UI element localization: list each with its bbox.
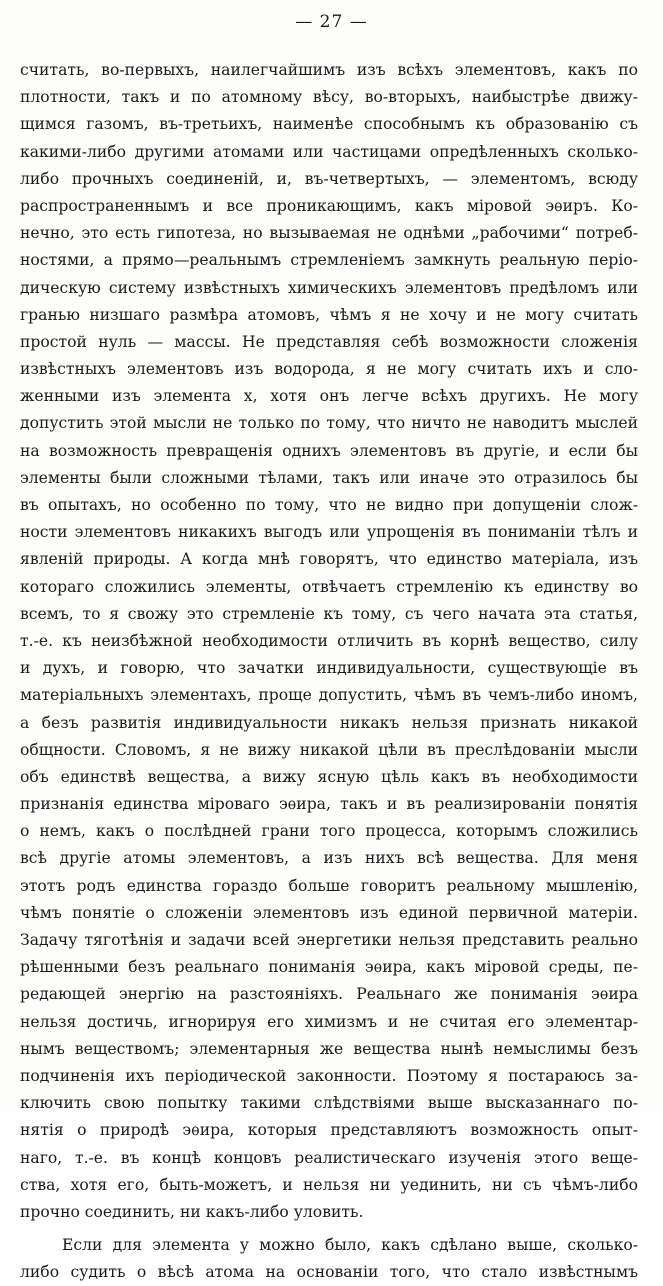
text-line: нельзя достичь, игнорируя его химизмъ и не считая его элементар- <box>20 1012 638 1031</box>
text-line: рѣшенными безъ реальнаго пониманія эѳира, какъ міровой среды, пе- <box>20 958 638 977</box>
text-line: всѣ другіе атомы элементовъ, а изъ нихъ всѣ вещества. Для меня <box>20 849 638 868</box>
text-line: о немъ, какъ о послѣдней грани того процесса, которымъ сложились <box>20 822 638 841</box>
text-line: общности. Словомъ, я не вижу никакой цѣли въ преслѣдованіи мысли <box>20 740 638 759</box>
text-line: считать, во-первыхъ, наилегчайшимъ изъ всѣхъ элементовъ, какъ по <box>20 61 638 79</box>
text-line: гранью низшаго размѣра атомовъ, чѣмъ я не хочу и не могу считать <box>20 305 638 324</box>
text-line: ностями, а прямо—реальнымъ стремленіемъ замкнуть реальную періо- <box>20 251 638 270</box>
text-line: какими-либо другими атомами или частицами опредѣленныхъ сколько- <box>20 142 638 161</box>
text-line: признанія единства міроваго эѳира, такъ и въ реализированіи понятія <box>20 795 638 814</box>
paragraph-2 <box>20 1232 638 1286</box>
text-line: подчиненія ихъ періодической законности. Поэтому я постараюсь за- <box>20 1066 638 1085</box>
body-text <box>20 57 638 1286</box>
text-line: извѣстныхъ элементовъ изъ водорода, я не могу считать ихъ и сло- <box>20 360 638 379</box>
text-line: плотности, такъ и по атомному вѣсу, во-вторыхъ, наибыстрѣе движу- <box>20 88 638 107</box>
text-line: Задачу тяготѣнія и задачи всей энергетики нельзя представить реально <box>20 931 638 949</box>
text-line: этотъ родъ единства гораздо больше говоритъ реальному мышленію, <box>20 876 638 895</box>
page-number: — 27 — <box>295 12 368 32</box>
text-line-indented: Если для элемента y можно было, какъ сдѣлано выше, сколько- <box>62 1236 638 1255</box>
text-line: котораго сложились элементы, отвѣчаетъ стремленію къ единству во <box>20 577 638 596</box>
text-line: простой нуль — массы. Не представляя себѣ возможности сложенія <box>20 332 638 351</box>
text-line: щимся газомъ, въ-третьихъ, наименѣе способнымъ къ образованію съ <box>20 115 638 134</box>
text-line: допустить этой мысли не только по тому, что ничто не наводитъ мыслей <box>20 414 638 433</box>
text-line: въ опытахъ, но особенно по тому, что не видно при допущеніи слож- <box>20 496 638 514</box>
text-line: ключить свою попытку такими слѣдствіями выше высказаннаго по- <box>20 1094 638 1113</box>
text-line: на возможность превращенія однихъ элементовъ въ другіе, и если бы <box>20 441 638 460</box>
text-line: наго, т.-е. въ концѣ концовъ реалистическаго изученія этого веще- <box>20 1148 638 1167</box>
text-line: т.-е. къ неизбѣжной необходимости отличить въ корнѣ вещество, силу <box>20 631 638 650</box>
text-line: нечно, это есть гипотеза, но вызываемая не однѣми „рабочими“ потреб- <box>20 224 638 243</box>
text-line: ности элементовъ никакихъ выгодъ или упрощенія въ пониманіи тѣлъ и <box>20 523 638 542</box>
text-line: нымъ веществомъ; элементарныя же вещества нынѣ немыслимы безъ <box>20 1039 638 1058</box>
text-line: объ единствѣ вещества, а вижу ясную цѣль какъ въ необходимости <box>20 767 638 786</box>
paragraph-1 <box>20 57 638 1226</box>
text-line: ства, хотя его, быть-можетъ, и нельзя ни уединить, ни съ чѣмъ-либо <box>20 1175 638 1194</box>
text-line: женными изъ элемента x, хотя онъ легче всѣхъ другихъ. Не могу <box>20 387 638 406</box>
text-line: распространеннымъ и все проникающимъ, какъ міровой эѳиръ. Ко- <box>20 196 638 215</box>
text-line: либо прочныхъ соединеній, и, въ-четвертыхъ, — элементомъ, всюду <box>20 169 638 188</box>
text-line: и духъ, и говорю, что зачатки индивидуальности, существующіе въ <box>20 659 638 678</box>
text-line: нятія о природѣ эѳира, которыя представляютъ возможность опыт- <box>20 1121 638 1140</box>
text-line: либо судить о вѣсѣ атома на основаніи того, что стало извѣстнымъ <box>20 1263 638 1282</box>
text-line: дическую систему извѣстныхъ химическихъ элементовъ предѣломъ или <box>20 278 638 297</box>
text-line: элементы были сложными тѣлами, такъ или иначе это отразилось бы <box>20 468 638 487</box>
text-line: а безъ развитія индивидуальности никакъ нельзя признать никакой <box>20 713 638 732</box>
text-line: чѣмъ понятіе о сложеніи элементовъ изъ единой первичной матеріи. <box>20 903 638 922</box>
text-line: явленій природы. А когда мнѣ говорятъ, что единство матеріала, изъ <box>20 550 638 569</box>
text-line: матеріальныхъ элементахъ, проще допустить, чѣмъ въ чемъ-либо иномъ, <box>20 686 638 705</box>
text-line-last: прочно соединить, ни какъ-либо уловить. <box>20 1202 364 1221</box>
text-line: всемъ, то я свожу это стремленіе къ тому, съ чего начата эта статья, <box>20 604 638 623</box>
text-line: редающей энергію на разстояніяхъ. Реальнаго же пониманія эѳира <box>20 985 638 1004</box>
